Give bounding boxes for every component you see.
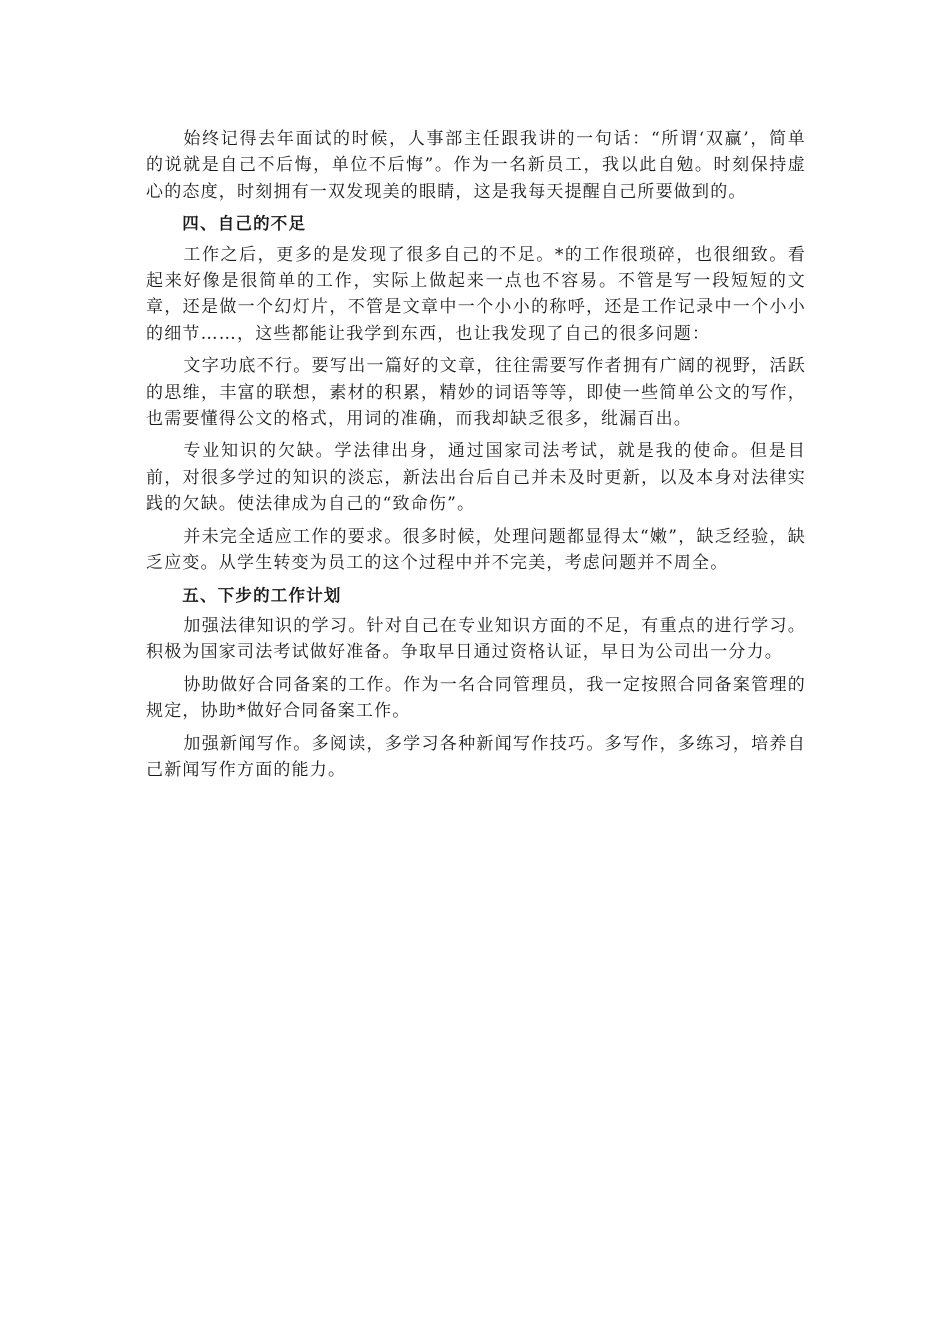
paragraph: 加强新闻写作。多阅读，多学习各种新闻写作技巧。多写作，多练习，培养自己新闻写作方面的能力。: [146, 733, 806, 780]
document-body: [146, 126, 806, 789]
paragraph: 协助做好合同备案的工作。作为一名合同管理员，我一定按照合同备案管理的规定，协助*做好合同备案工作。: [146, 674, 806, 722]
section-heading: 四、自己的不足: [182, 214, 307, 234]
paragraph: 工作之后，更多的是发现了很多自己的不足。*的工作很琐碎，也很细致。看起来好像是很简单的工作，实际上做起来一点也不容易。不管是写一段短短的文章，还是做一个幻灯片，不管是文章中一个小小的称呼，还是工作记录中一个小小的细节……，这些都能让我学到东西，也让我发现了自己的很多问题：: [146, 244, 806, 344]
paragraph: 并未完全适应工作的要求。很多时候，处理问题都显得太“嫩”，缺乏经验，缺乏应变。从学生转变为员工的这个过程中并不完美，考虑问题并不周全。: [146, 526, 806, 574]
paragraph: 加强法律知识的学习。针对自己在专业知识方面的不足，有重点的进行学习。积极为国家司法考试做好准备。争取早日通过资格认证，早日为公司出一分力。: [146, 615, 806, 663]
paragraph: 始终记得去年面试的时候，人事部主任跟我讲的一句话：“所谓‘双赢’，简单的说就是自己不后悔，单位不后悔”。作为一名新员工，我以此自勉。时刻保持虚心的态度，时刻拥有一双发现美的眼睛，这是我每天提醒自己所要做到的。: [146, 129, 806, 202]
paragraph: 专业知识的欠缺。学法律出身，通过国家司法考试，就是我的使命。但是目前，对很多学过的知识的淡忘，新法出台后自己并未及时更新，以及本身对法律实践的欠缺。使法律成为自己的“致命伤”。: [146, 441, 806, 515]
paragraph: 文字功底不行。要写出一篇好的文章，往往需要写作者拥有广阔的视野，活跃的思维，丰富的联想，素材的积累，精妙的词语等等，即使一些简单公文的写作，也需要懂得公文的格式，用词的准确，而我却缺乏很多，纰漏百出。: [146, 356, 806, 430]
section-heading: 五、下步的工作计划: [182, 585, 342, 605]
